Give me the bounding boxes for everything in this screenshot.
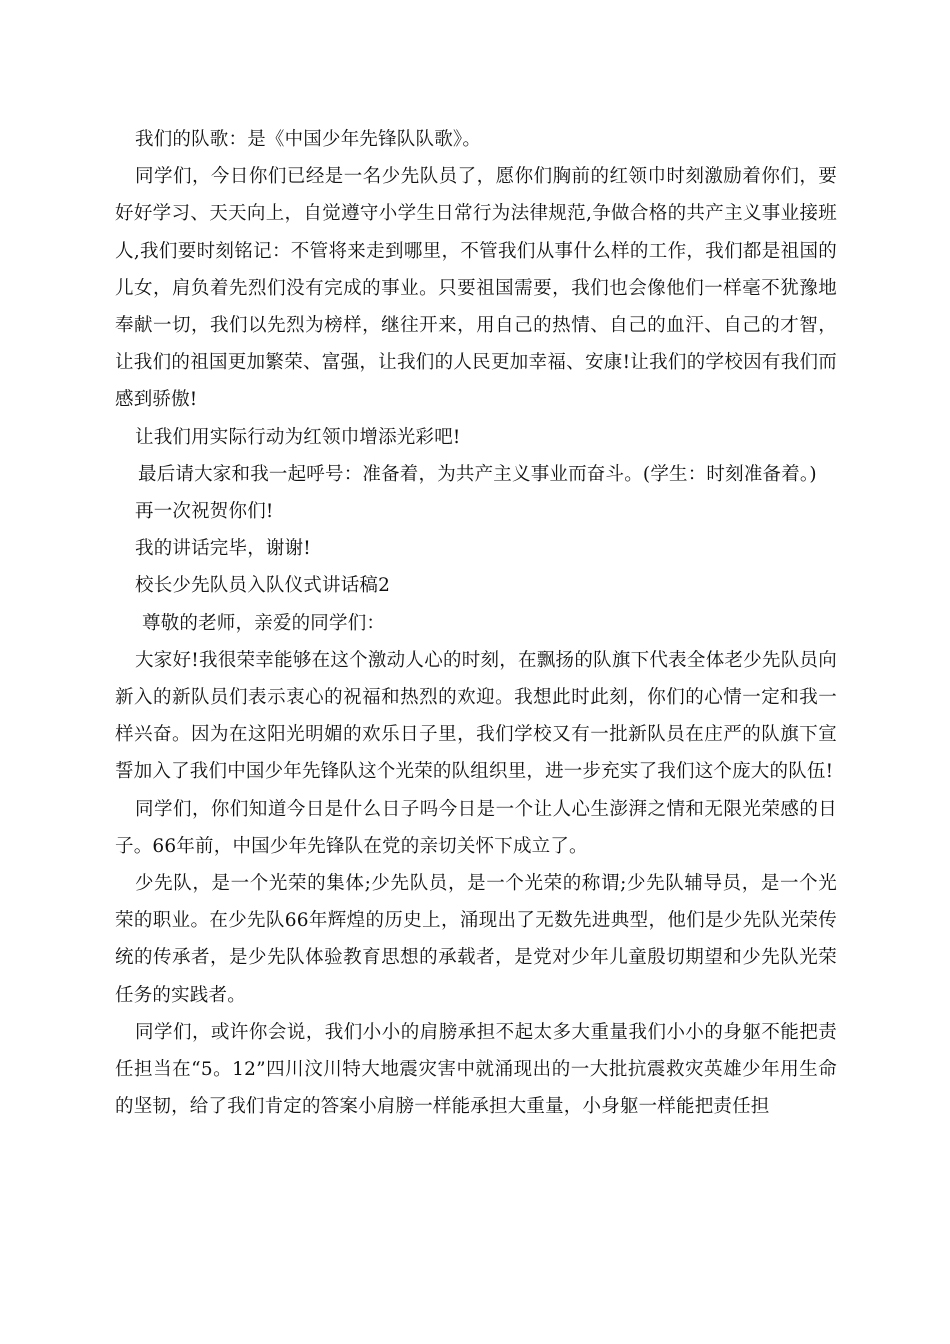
paragraph-exhortation: 同学们，今日你们已经是一名少先队员了，愿你们胸前的红领巾时刻激励着你们，要好好学习、天天向上，自觉遵守小学生日常行为法律规范,争做合格的共产主义事业接班人,我们要时刻铭记：不管将来走到哪里，不管我们从事什么样的工作，我们都是祖国的儿女，肩负着先烈们没有完成的事业。只要祖国需要，我们也会像他们一样毫不犹豫地奉献一切，我们以先烈为榜样，继往开来，用自己的热情、自己的血汗、自己的才智，让我们的祖国更加繁荣、富强，让我们的人民更加幸福、安康!让我们的学校因有我们而感到骄傲! [115, 166, 837, 411]
paragraph-glory: 少先队，是一个光荣的集体;少先队员，是一个光荣的称谓;少先队辅导员，是一个光荣的职业。在少先队66年辉煌的历史上，涌现出了无数先进典型，他们是少先队光荣传统的传承者，是少先队体验教育思想的承载者，是党对少年儿童殷切期望和少先队光荣任务的实践者。 [115, 873, 837, 1006]
section-title: 校长少先队员入队仪式讲话稿2 [135, 575, 391, 597]
paragraph-congrats: 再一次祝贺你们! [135, 501, 274, 523]
paragraph-closing: 我的讲话完毕，谢谢! [135, 538, 311, 560]
paragraph-slogan: 最后请大家和我一起呼号：准备着，为共产主义事业而奋斗。(学生：时刻准备着。) [138, 463, 817, 485]
paragraph-responsibility: 同学们，或许你会说，我们小小的肩膀承担不起太多大重量我们小小的身躯不能把责任担当在“5。12”四川汶川特大地震灾害中就涌现出的一大批抗震救灾英雄少年用生命的坚韧，给了我们肯定的答案小肩膀一样能承担大重量，小身躯一样能把责任担 [115, 1021, 837, 1118]
paragraph-salutation: 尊敬的老师，亲爱的同学们： [142, 612, 386, 634]
paragraph-welcome: 大家好!我很荣幸能够在这个激动人心的时刻，在飘扬的队旗下代表全体老少先队员向新入的新队员们表示衷心的祝福和热烈的欢迎。我想此时此刻，你们的心情一定和我一样兴奋。因为在这阳光明媚的欢乐日子里，我们学校又有一批新队员在庄严的队旗下宣誓加入了我们中国少年先锋队这个光荣的队组织里，进一步充实了我们这个庞大的队伍! [115, 649, 837, 783]
paragraph-anniversary: 同学们，你们知道今日是什么日子吗今日是一个让人心生澎湃之情和无限光荣感的日子。66年前，中国少年先锋队在党的亲切关怀下成立了。 [115, 798, 837, 857]
paragraph-anthem: 我们的队歌：是《中国少年先锋队队歌》。 [135, 129, 482, 150]
document-body [115, 121, 837, 1125]
paragraph-red-scarf: 让我们用实际行动为红领巾增添光彩吧! [135, 426, 461, 448]
